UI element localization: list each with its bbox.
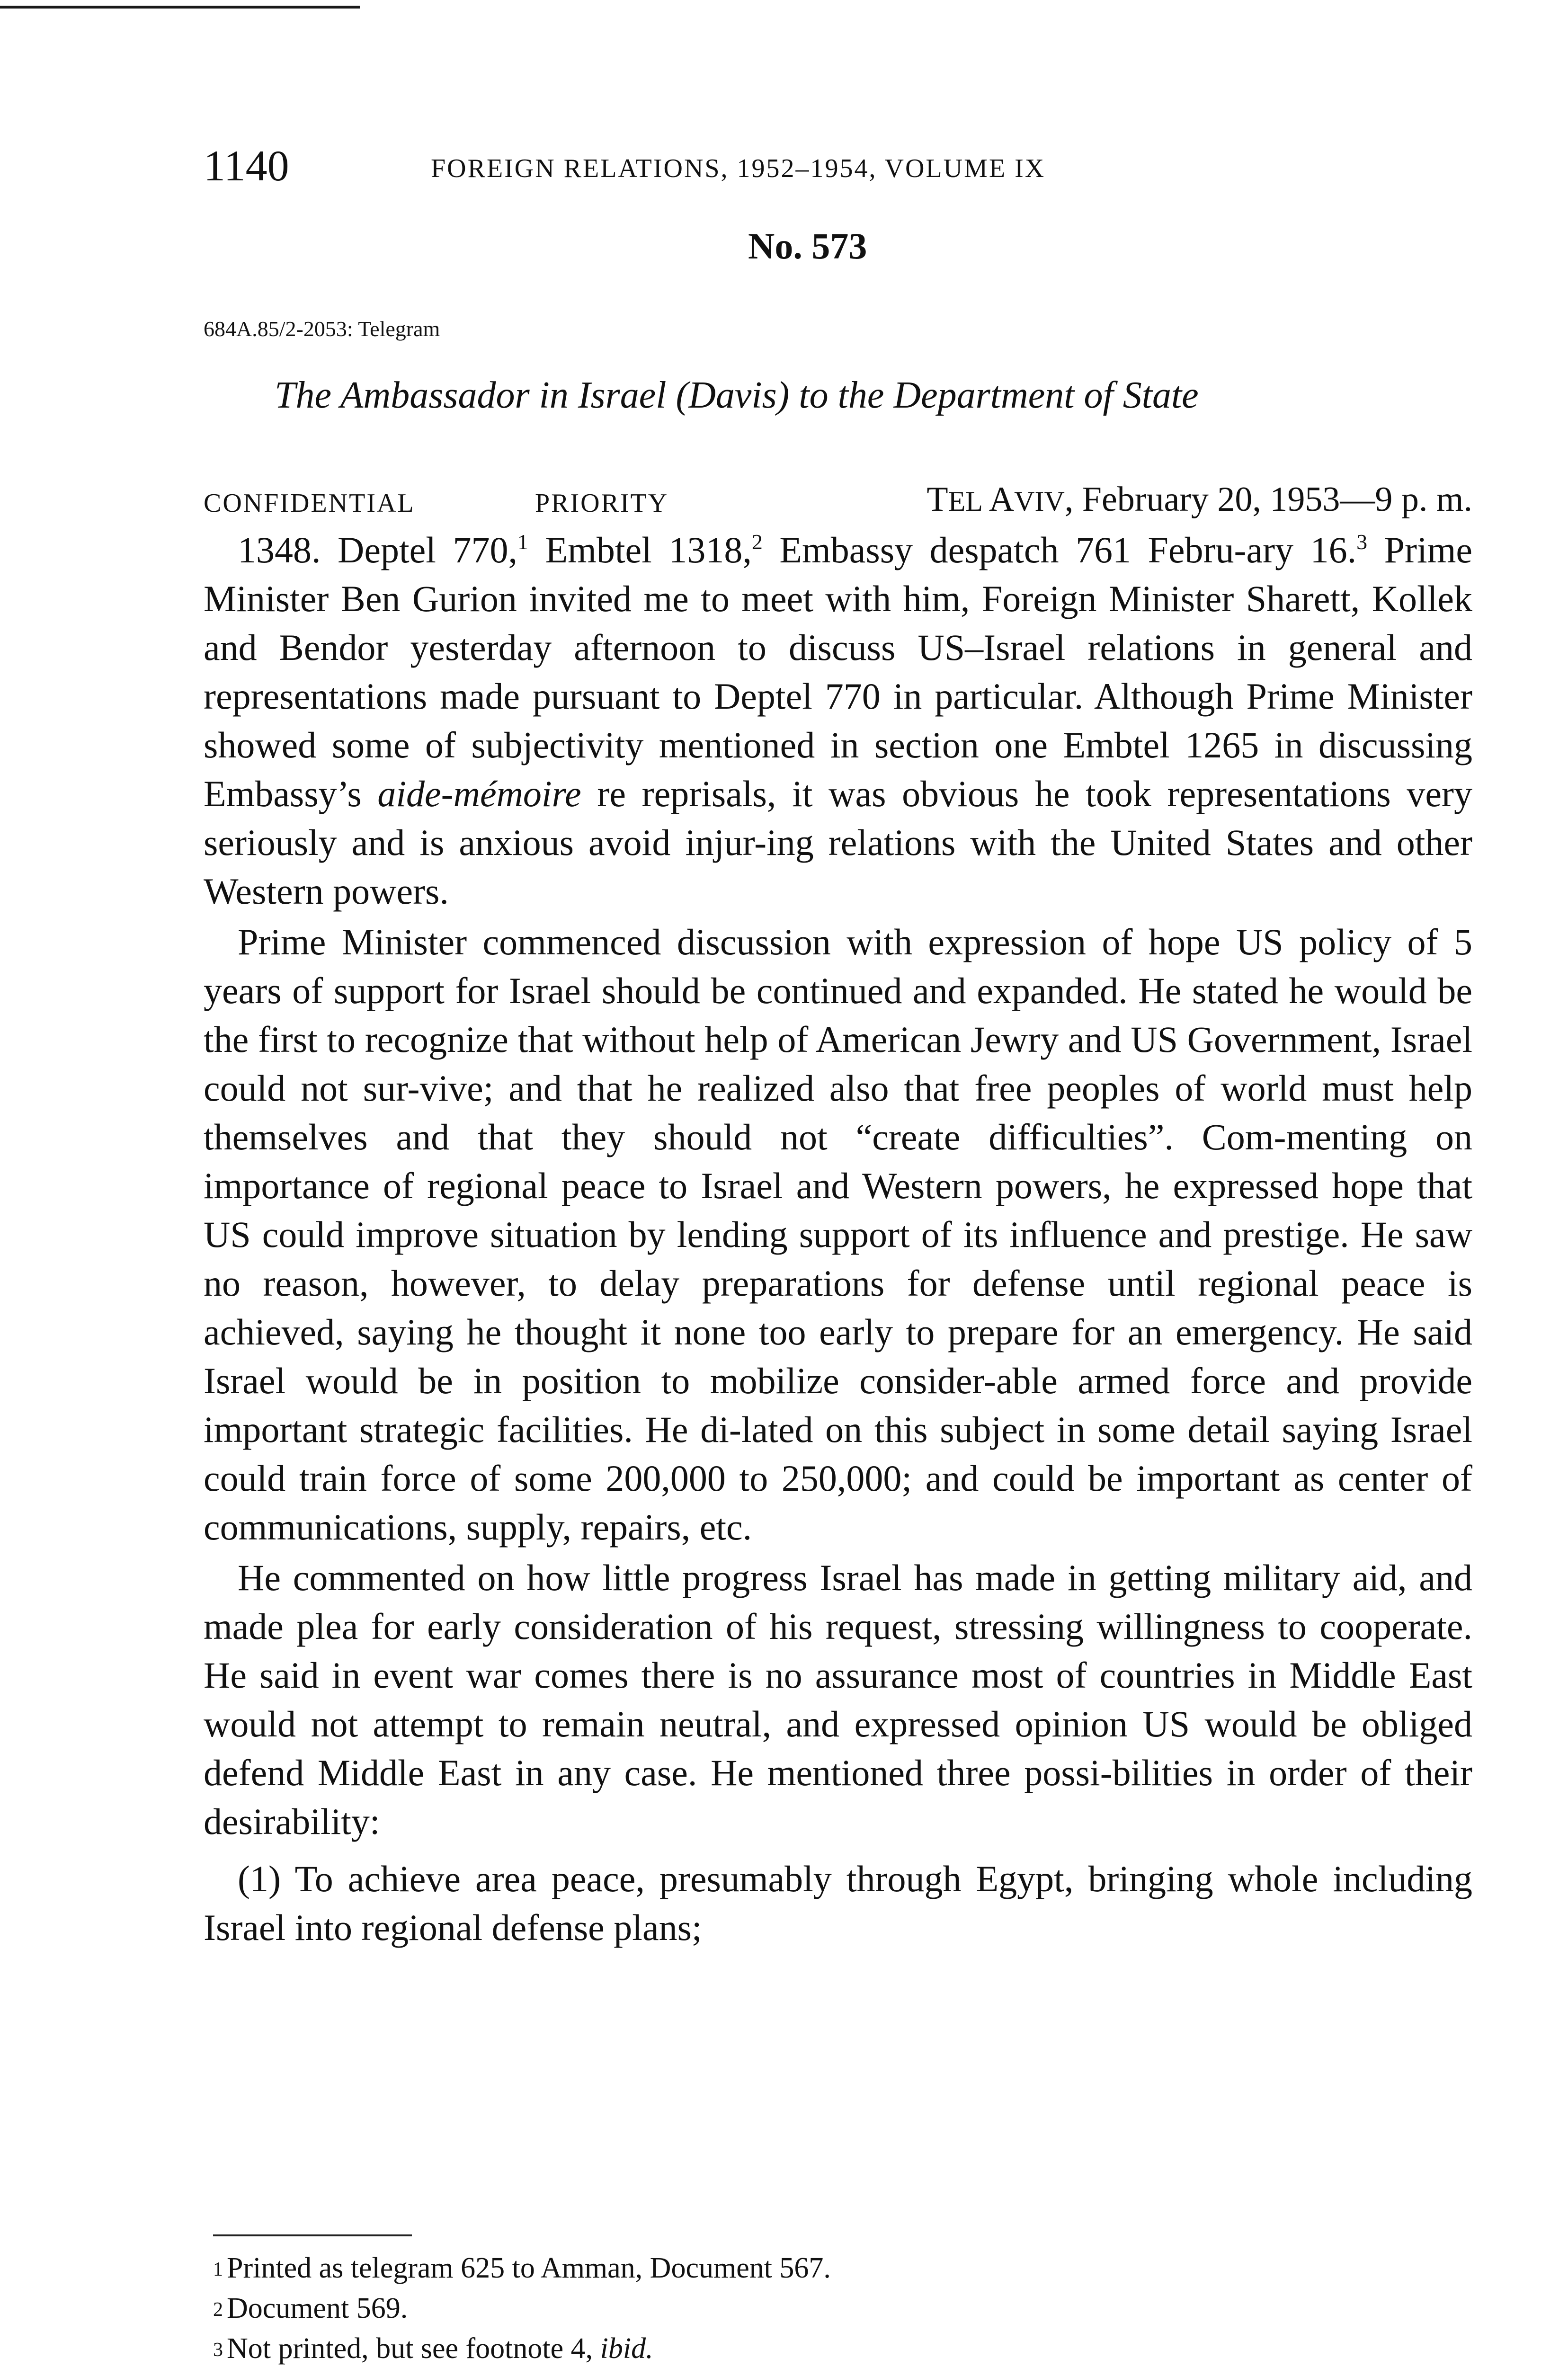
footnote-ref-1: 1 [517, 530, 528, 554]
paragraph-2: Prime Minister commenced discussion with expression of hope US policy of 5 years of support for Israel should be continued and expanded. He stated he would be the first to recognize that without help of American Jewry and US Government, Israel could not sur-vive; and that he realized also that free peoples of world must help themselves and that they should not “create difficulties”. Com-menting on importance of regional peace to Israel and Western powers, he expressed hope that US could improve situation by lending support of its influence and prestige. He saw no reason, however, to delay preparations for defense until regional peace is achieved, saying he thought it none too early to prepare for an emergency. He said Israel would be in position to mobilize consider-able armed force and provide important strategic facilities. He di-lated on this subject in some detail saying Israel could train force of some 200,000 to 250,000; and could be important as center of communications, supply, repairs, etc. [204, 921, 1472, 1548]
place-initial-2: A [989, 480, 1015, 519]
classification-label: CONFIDENTIAL [204, 489, 415, 518]
document-title: The Ambassador in Israel (Davis) to the Department of State [275, 374, 1199, 416]
place-rest-1: EL [948, 486, 989, 517]
footnote-3-italic: ibid. [600, 2332, 653, 2365]
footnote-3 [213, 2329, 1444, 2367]
footnote-ref-2: 2 [751, 530, 763, 554]
p1-text-d: Prime Minister Ben Gurion invited me to meet with him, Foreign Minister Sharett, Kollek and Bendor yesterday afternoon to discuss US–Israel relations in general and representations made pursuant to Deptel 770 in particular. Although Prime Minister showed some of subjectivity mentioned in section one Embtel 1265 in discussing Embassy’s [204, 529, 1472, 814]
top-edge-rule [0, 6, 360, 9]
footnote-2 [213, 2289, 1444, 2329]
date-time: , February 20, 1953—9 p. m. [1064, 480, 1472, 519]
paragraph-3: He commented on how little progress Israel has made in getting military aid, and made plea for early consideration of his request, stressing willingness to cooperate. He said in event war comes there is no assurance most of countries in Middle East would not attempt to remain neutral, and expressed opinion US would be obliged defend Middle East in any case. He mentioned three possi-bilities in order of their desirability: [204, 1557, 1472, 1842]
place-and-date [927, 473, 1472, 527]
footnote-text-1: Printed as telegram 625 to Amman, Document 567. [227, 2252, 831, 2284]
p1-text-b: Embtel 1318, [528, 529, 752, 570]
footnotes [213, 2249, 1444, 2367]
place-initial-1: T [927, 480, 948, 519]
p1-italic-term: aide-mémoire [377, 773, 581, 814]
running-title: FOREIGN RELATIONS, 1952–1954, VOLUME IX [431, 154, 1046, 183]
document-number: No. 573 [748, 225, 867, 267]
footnote-ref-3: 3 [1356, 530, 1368, 554]
footnote-1 [213, 2249, 1444, 2289]
footnote-text-2: Document 569. [227, 2292, 408, 2324]
p1-text-c: Embassy despatch 761 Febru-ary 16. [762, 529, 1357, 570]
p1-text-e: re reprisals, it was obvious he took representations very seriously and is anxious avoid injur-ing relations with the United States and other Western powers. [204, 773, 1473, 912]
place-rest-2: VIV [1014, 486, 1065, 517]
footnote-mark-3: 3 [213, 2339, 223, 2361]
footnote-mark-1: 1 [213, 2259, 223, 2280]
paragraph-4: (1) To achieve area peace, presumably through Egypt, bringing whole including Israel into regional defense plans; [204, 1858, 1472, 1948]
file-reference: 684A.85/2-2053: Telegram [204, 317, 440, 341]
dateline [204, 473, 1472, 525]
p1-text-a: 1348. Deptel 770, [238, 529, 517, 570]
telegram-body [204, 525, 1472, 1954]
page-number: 1140 [204, 142, 289, 190]
precedence-label: PRIORITY [535, 489, 669, 518]
running-head [204, 137, 1472, 194]
footnote-separator [213, 2234, 412, 2236]
paragraph-1 [204, 525, 1472, 916]
footnote-text-3: Not printed, but see footnote 4, [227, 2332, 600, 2365]
footnote-mark-2: 2 [213, 2299, 223, 2321]
